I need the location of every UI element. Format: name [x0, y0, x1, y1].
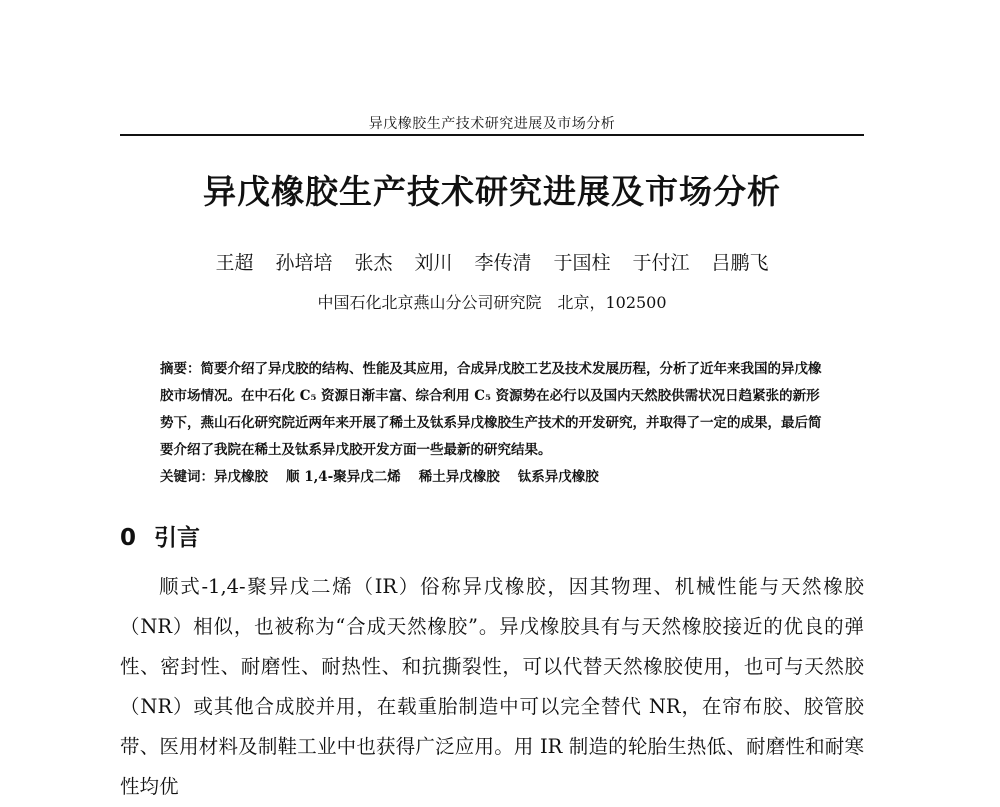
section-number: 0 [120, 525, 137, 551]
keywords-label: 关键词： [160, 469, 214, 485]
affiliation: 中国石化北京燕山分公司研究院 北京，102500 [317, 293, 667, 312]
author: 孙培培 [275, 252, 333, 274]
running-header: 异戊橡胶生产技术研究进展及市场分析 [368, 116, 616, 132]
author: 于付江 [632, 252, 690, 274]
abstract [160, 356, 828, 464]
author: 李传清 [474, 252, 532, 274]
author: 于国柱 [553, 252, 611, 274]
author: 刘川 [414, 252, 453, 274]
section-heading [120, 519, 200, 552]
keyword: 异戊橡胶 [214, 469, 268, 485]
abstract-text: 简要介绍了异戊胶的结构、性能及其应用，合成异戊胶工艺及技术发展历程，分析了近年来我国的异戊橡胶市场情况。在中石化 C₅ 资源日渐丰富、综合利用 C₅ 资源势在必行以及国内天然胶供需状况日趋紧张的新形势下，燕山石化研究院近两年来开展了稀土及钛系异戊橡胶生产技术的开发研究，并取得了一定的成果，最后简要介绍了我院在稀土及钛系异戊胶开发方面一些最新的研究结果。 [160, 361, 822, 458]
abstract-block [160, 356, 828, 491]
paper-title: 异戊橡胶生产技术研究进展及市场分析 [203, 172, 781, 211]
author: 王超 [215, 252, 254, 274]
keyword: 稀土异戊橡胶 [418, 469, 500, 485]
author: 张杰 [354, 252, 393, 274]
header-rule [120, 134, 864, 136]
keyword: 顺 1,4-聚异戊二烯 [286, 469, 401, 485]
keyword: 钛系异戊橡胶 [517, 469, 599, 485]
abstract-label: 摘要： [160, 361, 201, 377]
author-list [120, 248, 864, 275]
keywords [160, 464, 828, 491]
body-text [120, 567, 864, 807]
body-paragraph: 顺式-1,4-聚异戊二烯（IR）俗称异戊橡胶，因其物理、机械性能与天然橡胶（NR）相似，也被称为“合成天然橡胶”。异戊橡胶具有与天然橡胶接近的优良的弹性、密封性、耐磨性、耐热性、和抗撕裂性，可以代替天然橡胶使用，也可与天然胶（NR）或其他合成胶并用，在载重胎制造中可以完全替代 NR，在帘布胶、胶管胶带、医用材料及制鞋工业中也获得广泛应用。用 IR 制造的轮胎生热低、耐磨性和耐寒性均优 [120, 575, 864, 798]
author: 吕鹏飞 [711, 252, 769, 274]
section-title: 引言 [154, 525, 201, 551]
